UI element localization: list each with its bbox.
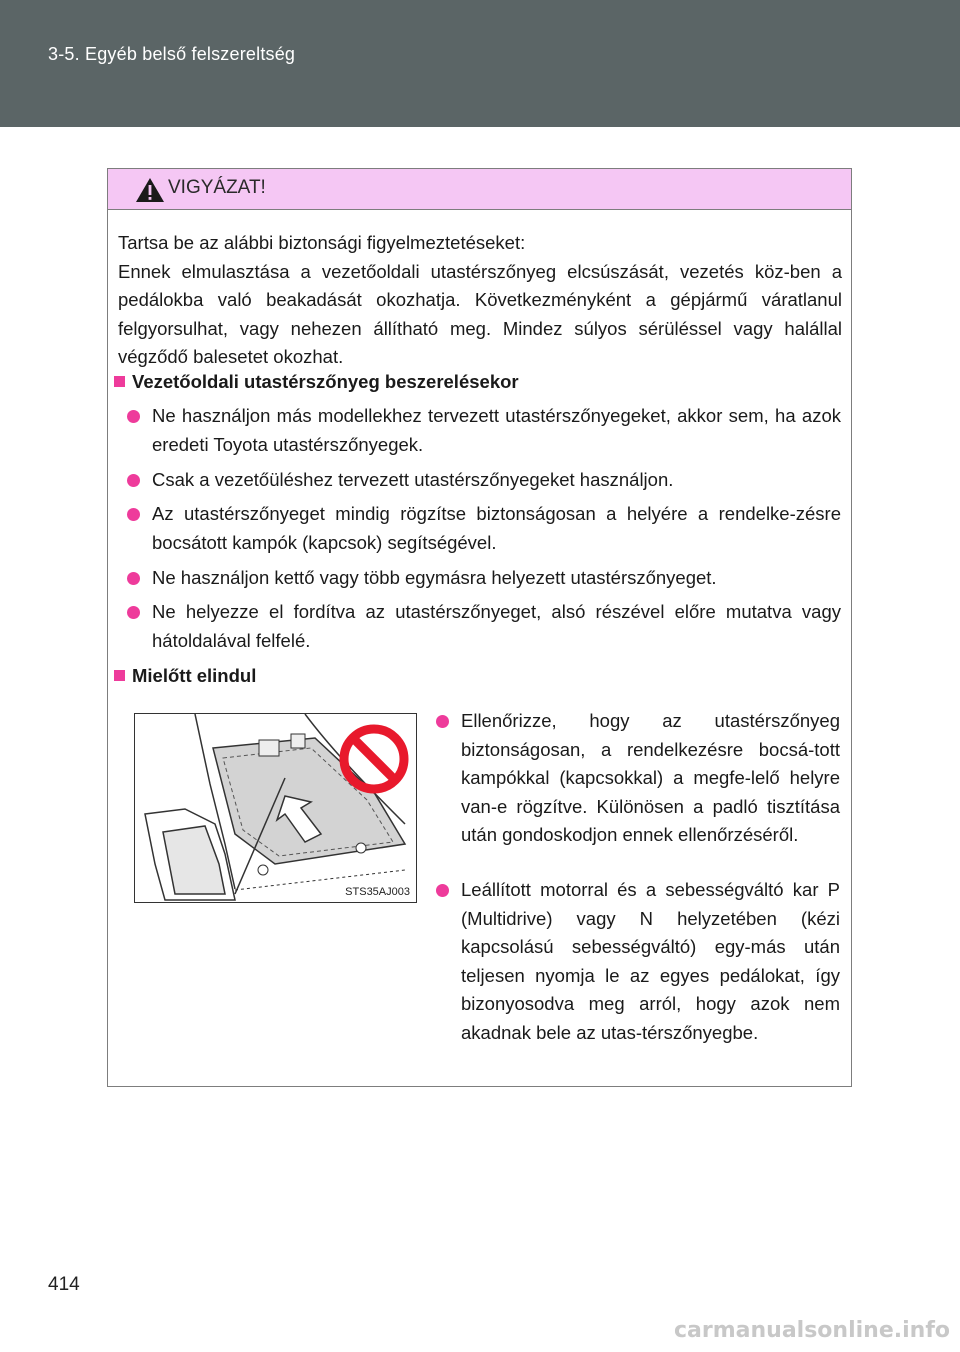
- list-item: [127, 564, 841, 593]
- watermark: carmanualsonline.info: [674, 1318, 950, 1343]
- bullet-dot-icon: [127, 572, 140, 585]
- list-item: [436, 876, 840, 1047]
- list-item-text: Ellenőrizze, hogy az utastérszőnyeg biztonságosan, a rendelkezésre bocsá-tott kampókkal (kapcsokkal) a megfe-lelő helyre van-e rögzítve. Különösen a padló tisztítása után gondoskodjon ennek ellenőrzéséről.: [461, 710, 840, 845]
- list-item-text: Az utastérszőnyeget mindig rögzítse biztonságosan a helyére a rendelke-zésre bocsátott kampók (kapcsok) segítségével.: [152, 503, 841, 553]
- bullet-dot-icon: [127, 410, 140, 423]
- section-heading-before-driving-text: Mielőtt elindul: [132, 665, 257, 686]
- intro-paragraph: Ennek elmulasztása a vezetőoldali utastérszőnyeg elcsúszását, vezetés köz-ben a pedálokba való beakadását okozhatja. Következményként a gépjármű váratlanul felgyorsulhat, vagy nehezen állítható meg. Mindez súlyos sérüléssel vagy halállal végződő balesetet okozhat.: [118, 260, 842, 367]
- illustration-code: STS35AJ003: [345, 886, 410, 898]
- list-item-text: Ne használjon más modellekhez tervezett utastérszőnyegeket, akkor sem, ha azok eredeti Toyota utastérszőnyegek.: [152, 405, 841, 455]
- section-heading-install: [114, 369, 519, 395]
- intro-line-1: Tartsa be az alábbi biztonsági figyelmeztetéseket:: [118, 232, 526, 253]
- section-heading-install-text: Vezetőoldali utastérszőnyeg beszerelésekor: [132, 371, 519, 392]
- header-band: [0, 0, 960, 127]
- list-item: [436, 707, 840, 850]
- page-number: 414: [48, 1274, 80, 1295]
- list-item-text: Leállított motorral és a sebességváltó kar P (Multidrive) vagy N helyzetében (kézi kapcsolású sebességváltó) egy-más után teljesen nyomja le az egyes pedálokat, így bizonyosodva meg arról, hogy azok nem akadnak bele az utas-térszőnyegbe.: [461, 879, 840, 1043]
- list-item-text: Csak a vezetőüléshez tervezett utastérszőnyegeket használjon.: [152, 469, 674, 490]
- section-title: 3-5. Egyéb belső felszereltség: [48, 44, 296, 64]
- bullet-dot-icon: [127, 508, 140, 521]
- list-item: [127, 466, 841, 495]
- floor-mat-illustration: [134, 713, 417, 903]
- warning-intro: [118, 229, 842, 372]
- square-bullet-icon: [114, 376, 125, 387]
- bullet-dot-icon: [127, 606, 140, 619]
- list-item: [127, 402, 841, 459]
- prohibition-icon: [339, 724, 409, 794]
- section-heading-before-driving: [114, 663, 256, 689]
- list-item-text: Ne helyezze el fordítva az utastérszőnyeget, alsó részével előre mutatva vagy hátoldalával felfelé.: [152, 601, 841, 651]
- warning-triangle-icon: [135, 177, 165, 203]
- warning-box: [107, 168, 852, 1087]
- warning-title: VIGYÁZAT!: [168, 177, 266, 198]
- list-item: [127, 500, 841, 557]
- warning-header: [108, 169, 851, 210]
- square-bullet-icon: [114, 670, 125, 681]
- list-item: [127, 598, 841, 655]
- list-item-text: Ne használjon kettő vagy több egymásra helyezett utastérszőnyeget.: [152, 567, 717, 588]
- bullet-dot-icon: [436, 715, 449, 728]
- bullet-dot-icon: [127, 474, 140, 487]
- bullet-dot-icon: [436, 884, 449, 897]
